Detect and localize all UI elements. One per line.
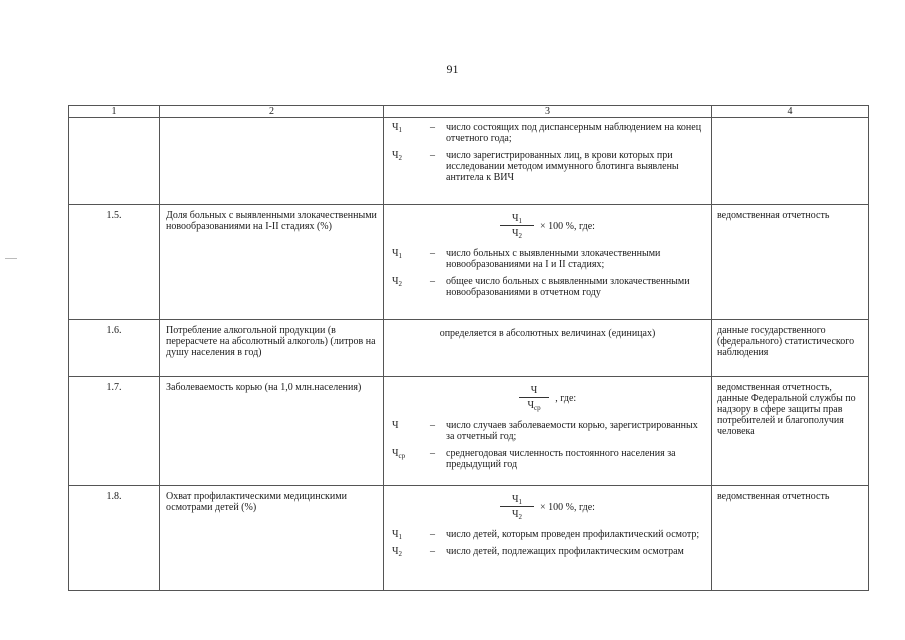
calculation-method (384, 118, 712, 205)
fraction-numerator (519, 385, 550, 398)
variable-symbol (392, 122, 402, 133)
variable-symbol (392, 546, 402, 557)
variable-definition (392, 276, 703, 298)
margin-mark (5, 258, 17, 259)
variable-symbol (392, 448, 405, 459)
calculation-method (384, 320, 712, 377)
variable-symbol (392, 276, 402, 287)
variable-subscript: 1 (398, 126, 402, 134)
definition-dash: – (430, 276, 435, 287)
fraction-denominator (512, 226, 522, 239)
variable-letter: Ч (392, 546, 399, 557)
indicator-number: 1.5. (69, 205, 160, 320)
calculation-method (384, 205, 712, 320)
data-source: ведомственная отчетность (712, 205, 869, 320)
indicator-number: 1.8. (69, 486, 160, 591)
variable-subscript: 1 (398, 533, 402, 541)
denominator-letter: Ч (527, 400, 534, 411)
denominator-subscript: 2 (518, 513, 523, 521)
definition-text: число детей, которым проведен профилактический осмотр; (446, 529, 700, 540)
calculation-method (384, 486, 712, 591)
calculation-text: определяется в абсолютных величинах (единицах) (439, 328, 656, 339)
definition-dash: – (430, 248, 435, 259)
header-cell: 1 (69, 106, 160, 118)
definition-variable (392, 276, 430, 298)
definition-dash: – (430, 420, 435, 431)
denominator-letter: Ч (512, 228, 519, 239)
fraction (519, 385, 550, 411)
definition-dash: – (430, 529, 435, 540)
definition-variable (392, 529, 430, 540)
definition-text: общее число больных с выявленными злокачественными новообразованиями в отчетном году (446, 276, 690, 298)
definition-text: число случаев заболеваемости корью, зарегистрированных за отчетный год; (446, 420, 698, 442)
variable-definition (392, 529, 703, 540)
data-source (712, 118, 869, 205)
formula (392, 489, 703, 525)
definition-dash: – (430, 448, 435, 459)
variable-letter: Ч (392, 122, 399, 133)
variable-definition (392, 122, 703, 144)
fraction-numerator (500, 213, 534, 226)
definition-variable (392, 122, 430, 144)
fraction-denominator (512, 507, 522, 520)
variable-symbol (392, 529, 402, 540)
variable-letter: Ч (392, 150, 399, 161)
header-cell: 3 (384, 106, 712, 118)
table-row (69, 377, 869, 486)
indicator-name: Потребление алкогольной продукции (в перерасчете на абсолютный алкоголь) (литров на душу населения в год) (160, 320, 384, 377)
variable-subscript: 2 (398, 550, 402, 558)
indicator-name (160, 118, 384, 205)
fraction-denominator (527, 398, 540, 411)
formula (392, 380, 703, 416)
denominator-letter: Ч (512, 509, 519, 520)
numerator-subscript: 1 (518, 498, 523, 506)
variable-letter: Ч (392, 248, 399, 259)
numerator-letter: Ч (512, 494, 519, 505)
indicator-name: Доля больных с выявленными злокачественными новообразованиями на I-II стадиях (%) (160, 205, 384, 320)
header-cell: 2 (160, 106, 384, 118)
definition-text: число состоящих под диспансерным наблюдением на конец отчетного года; (446, 122, 702, 144)
formula (392, 208, 703, 244)
definition-variable (392, 150, 430, 183)
data-source: данные государственного (федерального) статистического наблюдения (712, 320, 869, 377)
table-row (69, 205, 869, 320)
denominator-subscript: ср (533, 404, 541, 412)
definition-variable (392, 546, 430, 557)
variable-definition (392, 546, 703, 557)
table-row (69, 118, 869, 205)
fraction (500, 213, 534, 239)
indicators-table (68, 105, 869, 591)
table-row (69, 320, 869, 377)
numerator-letter: Ч (512, 213, 519, 224)
variable-letter: Ч (392, 448, 399, 459)
table-header-row (69, 106, 869, 118)
definition-dash: – (430, 150, 435, 161)
definition-variable (392, 448, 430, 470)
variable-subscript: ср (398, 452, 406, 460)
variable-symbol (392, 248, 402, 259)
formula-tail: × 100 %, где: (540, 501, 595, 513)
data-source: ведомственная отчетность (712, 486, 869, 591)
variable-subscript: 1 (398, 252, 402, 260)
formula-tail: , где: (555, 392, 577, 404)
calculation-method (384, 377, 712, 486)
definition-text: среднегодовая численность постоянного населения за предыдущий год (446, 448, 676, 470)
variable-symbol (392, 150, 402, 161)
table-row (69, 486, 869, 591)
fraction (500, 494, 534, 520)
formula-tail: × 100 %, где: (540, 220, 595, 232)
variable-definition (392, 448, 703, 470)
definition-dash: – (430, 122, 435, 133)
fraction-numerator (500, 494, 534, 507)
definition-variable (392, 248, 430, 270)
page-number: 91 (446, 62, 459, 76)
variable-letter: Ч (392, 276, 399, 287)
definition-text: число больных с выявленными злокачественными новообразованиями на I и II стадиях; (446, 248, 661, 270)
variable-definition (392, 248, 703, 270)
numerator-subscript: 1 (518, 217, 523, 225)
variable-letter: Ч (392, 420, 399, 431)
indicator-number (69, 118, 160, 205)
definition-variable (392, 420, 430, 442)
denominator-subscript: 2 (518, 232, 523, 240)
definition-text: число зарегистрированных лиц, в крови которых при исследовании методом иммунного блотинга выявлены антитела к ВИЧ (446, 150, 679, 183)
variable-definition (392, 420, 703, 442)
indicator-name: Охват профилактическими медицинскими осмотрами детей (%) (160, 486, 384, 591)
variable-letter: Ч (392, 529, 399, 540)
indicator-name: Заболеваемость корью (на 1,0 млн.населения) (160, 377, 384, 486)
data-source: ведомственная отчетность, данные Федеральной службы по надзору в сфере защиты прав потребителей и благополучия человека (712, 377, 869, 486)
definition-dash: – (430, 546, 435, 557)
variable-subscript: 2 (398, 280, 402, 288)
numerator-letter: Ч (530, 385, 538, 396)
header-cell: 4 (712, 106, 869, 118)
indicator-number: 1.6. (69, 320, 160, 377)
variable-symbol (392, 420, 399, 431)
variable-definition (392, 150, 703, 183)
variable-subscript: 2 (398, 154, 402, 162)
indicator-number: 1.7. (69, 377, 160, 486)
definition-text: число детей, подлежащих профилактическим осмотрам (446, 546, 684, 557)
